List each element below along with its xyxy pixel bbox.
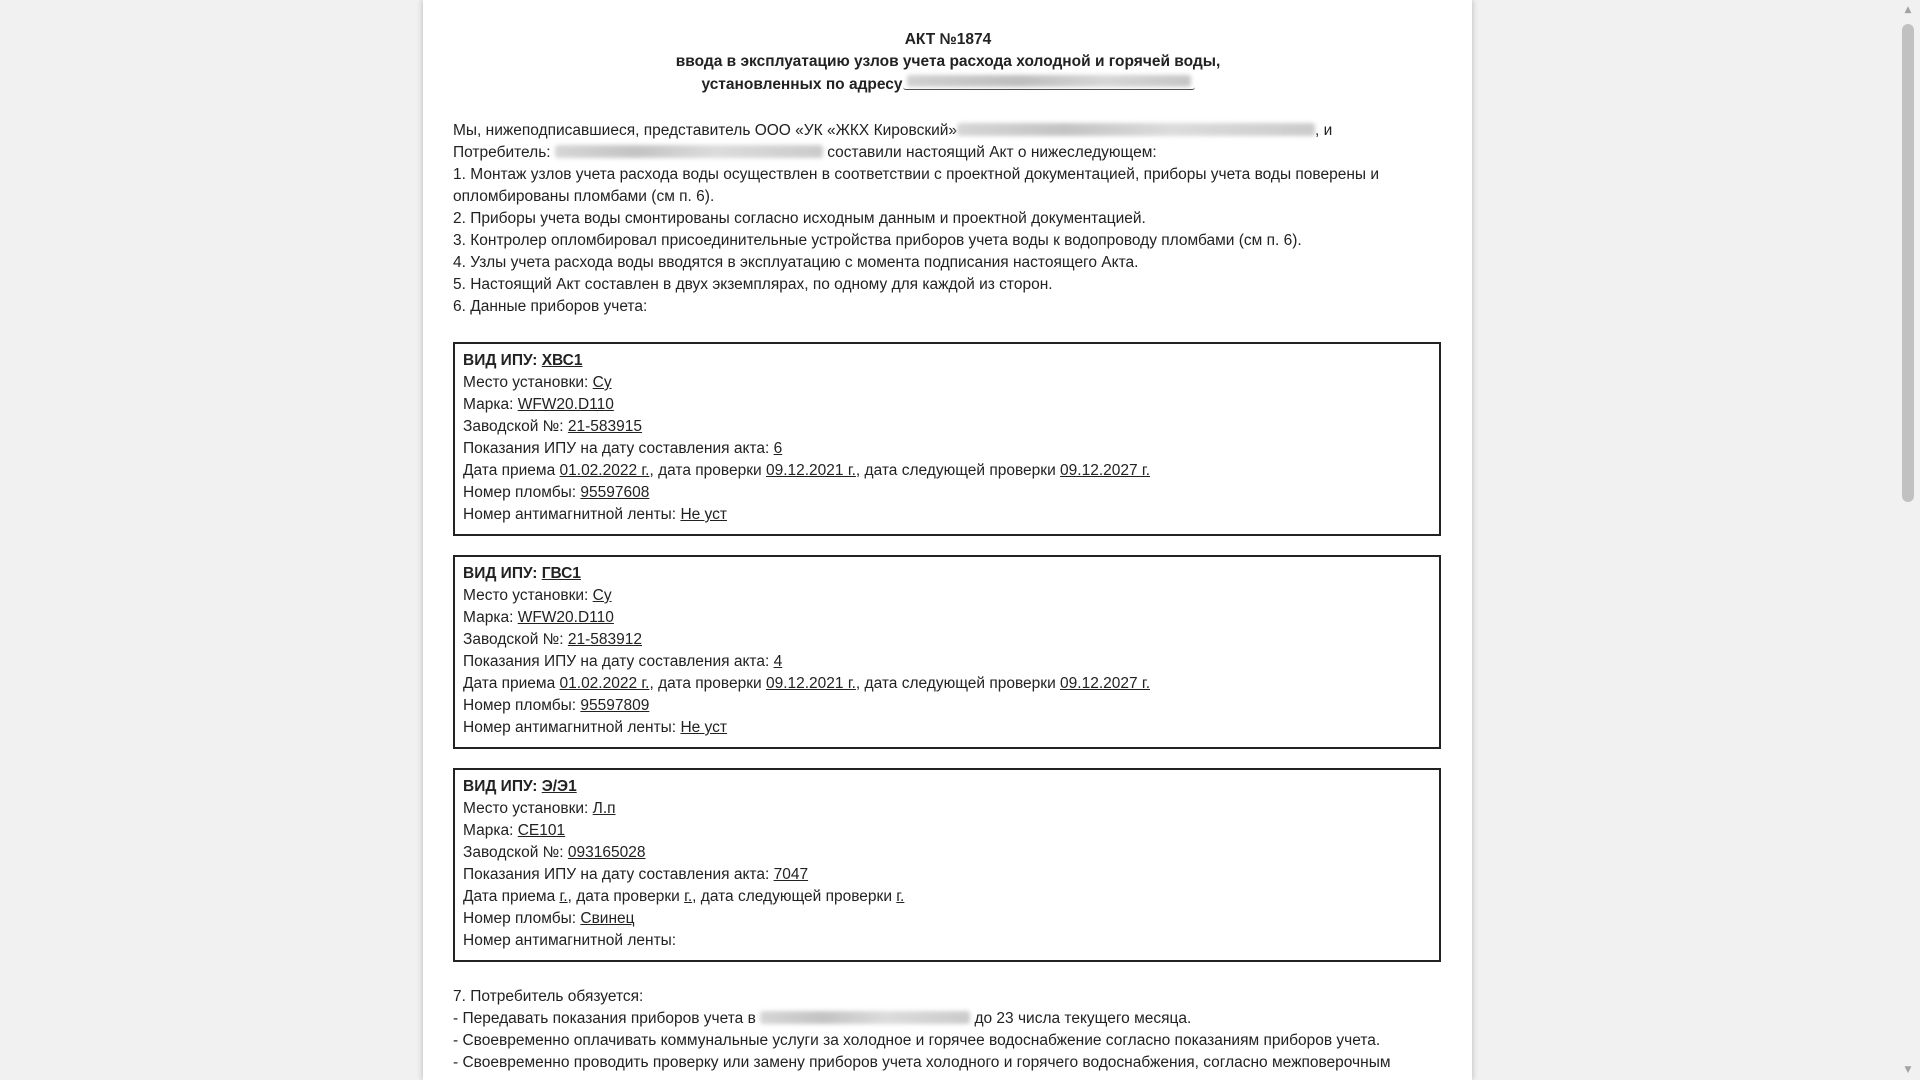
- meter-place-label: Место установки:: [463, 800, 589, 817]
- meter-tape-line: [463, 504, 1431, 526]
- meter-next-value: г.: [896, 888, 905, 905]
- meter-accept-label: Дата приема: [463, 888, 556, 905]
- meter-check-label: , дата проверки: [649, 675, 762, 692]
- meter-accept-label: Дата приема: [463, 675, 556, 692]
- meter-box-3: [453, 768, 1441, 962]
- meter-brand-line: [463, 394, 1431, 416]
- meter-brand-line: [463, 607, 1431, 629]
- meter-reading-label: Показания ИПУ на дату составления акта:: [463, 653, 770, 670]
- meter-type-line: [463, 776, 1431, 798]
- meter-serial-line: [463, 416, 1431, 438]
- meter-place-value: Су: [592, 374, 612, 391]
- consumer-label: Потребитель:: [453, 144, 551, 161]
- meter-check-value: 09.12.2021 г.: [765, 462, 856, 479]
- meter-serial-value: 21-583915: [567, 418, 643, 435]
- intro-and: , и: [1315, 122, 1333, 139]
- meter-reading-line: [463, 438, 1431, 460]
- meter-type-value: ХВС1: [541, 352, 583, 369]
- meter-accept-value: г.: [559, 888, 568, 905]
- meter-accept-value: 01.02.2022 г.: [559, 462, 650, 479]
- intro-line-2: [453, 142, 1443, 164]
- meter-seal-value: 95597809: [580, 697, 650, 714]
- meter-seal-label: Номер пломбы:: [463, 910, 577, 927]
- meter-type-value: Э/Э1: [541, 778, 577, 795]
- obligations-heading: 7. Потребитель обязуется:: [453, 988, 644, 1005]
- meter-place-line: [463, 798, 1431, 820]
- obligation-1-suffix: до 23 числа текущего месяца.: [974, 1010, 1192, 1027]
- meter-reading-value: 7047: [773, 866, 809, 883]
- meter-place-line: [463, 372, 1431, 394]
- act-subtitle: ввода в эксплуатацию узлов учета расхода холодной и горячей воды,: [675, 53, 1221, 70]
- address-prefix: установленных по адресу: [701, 76, 903, 93]
- meter-place-label: Место установки:: [463, 374, 589, 391]
- item-1-cont: опломбированы пломбами (см п. 6).: [453, 188, 715, 205]
- meter-accept-label: Дата приема: [463, 462, 556, 479]
- vertical-scrollbar[interactable]: [1896, 0, 1920, 1080]
- meter-dates-line: [463, 460, 1431, 482]
- meter-place-value: Л.п: [592, 800, 616, 817]
- meter-tape-value: Не уст: [680, 719, 727, 736]
- meter-place-value: Су: [592, 587, 612, 604]
- meter-serial-label: Заводской №:: [463, 844, 564, 861]
- meter-tape-label: Номер антимагнитной ленты:: [463, 719, 677, 736]
- meter-next-value: 09.12.2027 г.: [1060, 675, 1150, 692]
- meter-tape-label: Номер антимагнитной ленты:: [463, 506, 677, 523]
- meter-serial-label: Заводской №:: [463, 418, 564, 435]
- meter-seal-line: [463, 695, 1431, 717]
- meter-reading-label: Показания ИПУ на дату составления акта:: [463, 866, 770, 883]
- meter-type-label: ВИД ИПУ:: [463, 352, 538, 369]
- meter-brand-value: СЕ101: [517, 822, 566, 839]
- meter-brand-value: WFW20.D110: [517, 396, 614, 413]
- meter-next-label: , дата следующей проверки: [855, 675, 1056, 692]
- meter-accept-value: 01.02.2022 г.: [559, 675, 650, 692]
- meter-tape-line: [463, 930, 1431, 952]
- obligations-text: [453, 986, 1443, 1074]
- meter-reading-line: [463, 651, 1431, 673]
- meter-reading-line: [463, 864, 1431, 886]
- meter-serial-value: 21-583912: [567, 631, 643, 648]
- meter-dates-line: [463, 673, 1431, 695]
- meter-type-label: ВИД ИПУ:: [463, 778, 538, 795]
- meter-seal-label: Номер пломбы:: [463, 697, 577, 714]
- meter-type-value: ГВС1: [541, 565, 581, 582]
- meter-seal-value: 95597608: [580, 484, 650, 501]
- meter-brand-label: Марка:: [463, 822, 514, 839]
- meter-brand-line: [463, 820, 1431, 842]
- meter-reading-value: 6: [773, 440, 783, 457]
- item-5: 5. Настоящий Акт составлен в двух экземплярах, по одному для каждой из сторон.: [453, 276, 1053, 293]
- item-2: 2. Приборы учета воды смонтированы согласно исходным данным и проектной документацией.: [453, 210, 1146, 227]
- organization-redacted: [760, 1011, 970, 1024]
- meter-check-label: , дата проверки: [649, 462, 762, 479]
- obligation-1: [453, 1008, 1443, 1030]
- consumer-suffix: составили настоящий Акт о нижеследующем:: [827, 144, 1157, 161]
- meter-serial-label: Заводской №:: [463, 631, 564, 648]
- meter-check-label: , дата проверки: [567, 888, 680, 905]
- intro-text: [453, 120, 1443, 318]
- act-number: АКТ №1874: [904, 31, 992, 48]
- meter-seal-label: Номер пломбы:: [463, 484, 577, 501]
- meter-brand-value: WFW20.D110: [517, 609, 614, 626]
- obligation-1-prefix: - Передавать показания приборов учета в: [453, 1010, 756, 1027]
- document-page: [423, 0, 1472, 1080]
- meter-box-1: [453, 342, 1441, 536]
- representative-redacted: [957, 123, 1315, 136]
- meter-tape-label: Номер антимагнитной ленты:: [463, 932, 677, 949]
- meter-check-value: 09.12.2021 г.: [765, 675, 856, 692]
- meter-tape-line: [463, 717, 1431, 739]
- act-address-line: [453, 73, 1443, 96]
- meter-seal-value: Свинец: [580, 910, 635, 927]
- meter-reading-value: 4: [773, 653, 783, 670]
- meter-type-line: [463, 350, 1431, 372]
- meter-box-2: [453, 555, 1441, 749]
- consumer-redacted: [555, 145, 823, 158]
- meter-brand-label: Марка:: [463, 396, 514, 413]
- meter-tape-value: Не уст: [680, 506, 727, 523]
- obligation-2: - Своевременно оплачивать коммунальные услуги за холодное и горячее водоснабжение согласно показаниям приборов учета.: [453, 1032, 1381, 1049]
- meter-brand-label: Марка:: [463, 609, 514, 626]
- meter-serial-value: 093165028: [567, 844, 646, 861]
- meter-check-value: г.: [684, 888, 693, 905]
- meter-seal-line: [463, 482, 1431, 504]
- intro-representative: Мы, нижеподписавшиеся, представитель ООО «УК «ЖКХ Кировский»: [453, 122, 958, 139]
- document-content: [453, 0, 1443, 1074]
- intro-line-1: [453, 120, 1443, 142]
- meter-place-label: Место установки:: [463, 587, 589, 604]
- document-title: [453, 29, 1443, 96]
- meter-next-value: 09.12.2027 г.: [1060, 462, 1150, 479]
- meter-serial-line: [463, 629, 1431, 651]
- meter-dates-line: [463, 886, 1431, 908]
- scroll-up-arrow-icon[interactable]: ▲: [1904, 5, 1912, 15]
- meter-next-label: , дата следующей проверки: [692, 888, 892, 905]
- meter-type-line: [463, 563, 1431, 585]
- item-1: 1. Монтаж узлов учета расхода воды осуществлен в соответствии с проектной документацией, приборы учета воды поверены и: [453, 166, 1380, 183]
- scroll-thumb[interactable]: [1902, 24, 1914, 502]
- meter-type-label: ВИД ИПУ:: [463, 565, 538, 582]
- item-6: 6. Данные приборов учета:: [453, 298, 648, 315]
- scroll-down-arrow-icon[interactable]: ▼: [1904, 1065, 1912, 1075]
- address-redacted: [903, 73, 1195, 90]
- item-4: 4. Узлы учета расхода воды вводятся в эксплуатацию с момента подписания настоящего Акта.: [453, 254, 1139, 271]
- meter-seal-line: [463, 908, 1431, 930]
- meter-next-label: , дата следующей проверки: [855, 462, 1056, 479]
- meter-place-line: [463, 585, 1431, 607]
- meter-serial-line: [463, 842, 1431, 864]
- obligation-3: - Своевременно проводить проверку или замену приборов учета холодного и горячего водоснабжения, согласно межповерочным: [453, 1054, 1391, 1071]
- item-3: 3. Контролер опломбировал присоединительные устройства приборов учета воды к водопроводу пломбами (см п. 6).: [453, 232, 1302, 249]
- meter-reading-label: Показания ИПУ на дату составления акта:: [463, 440, 770, 457]
